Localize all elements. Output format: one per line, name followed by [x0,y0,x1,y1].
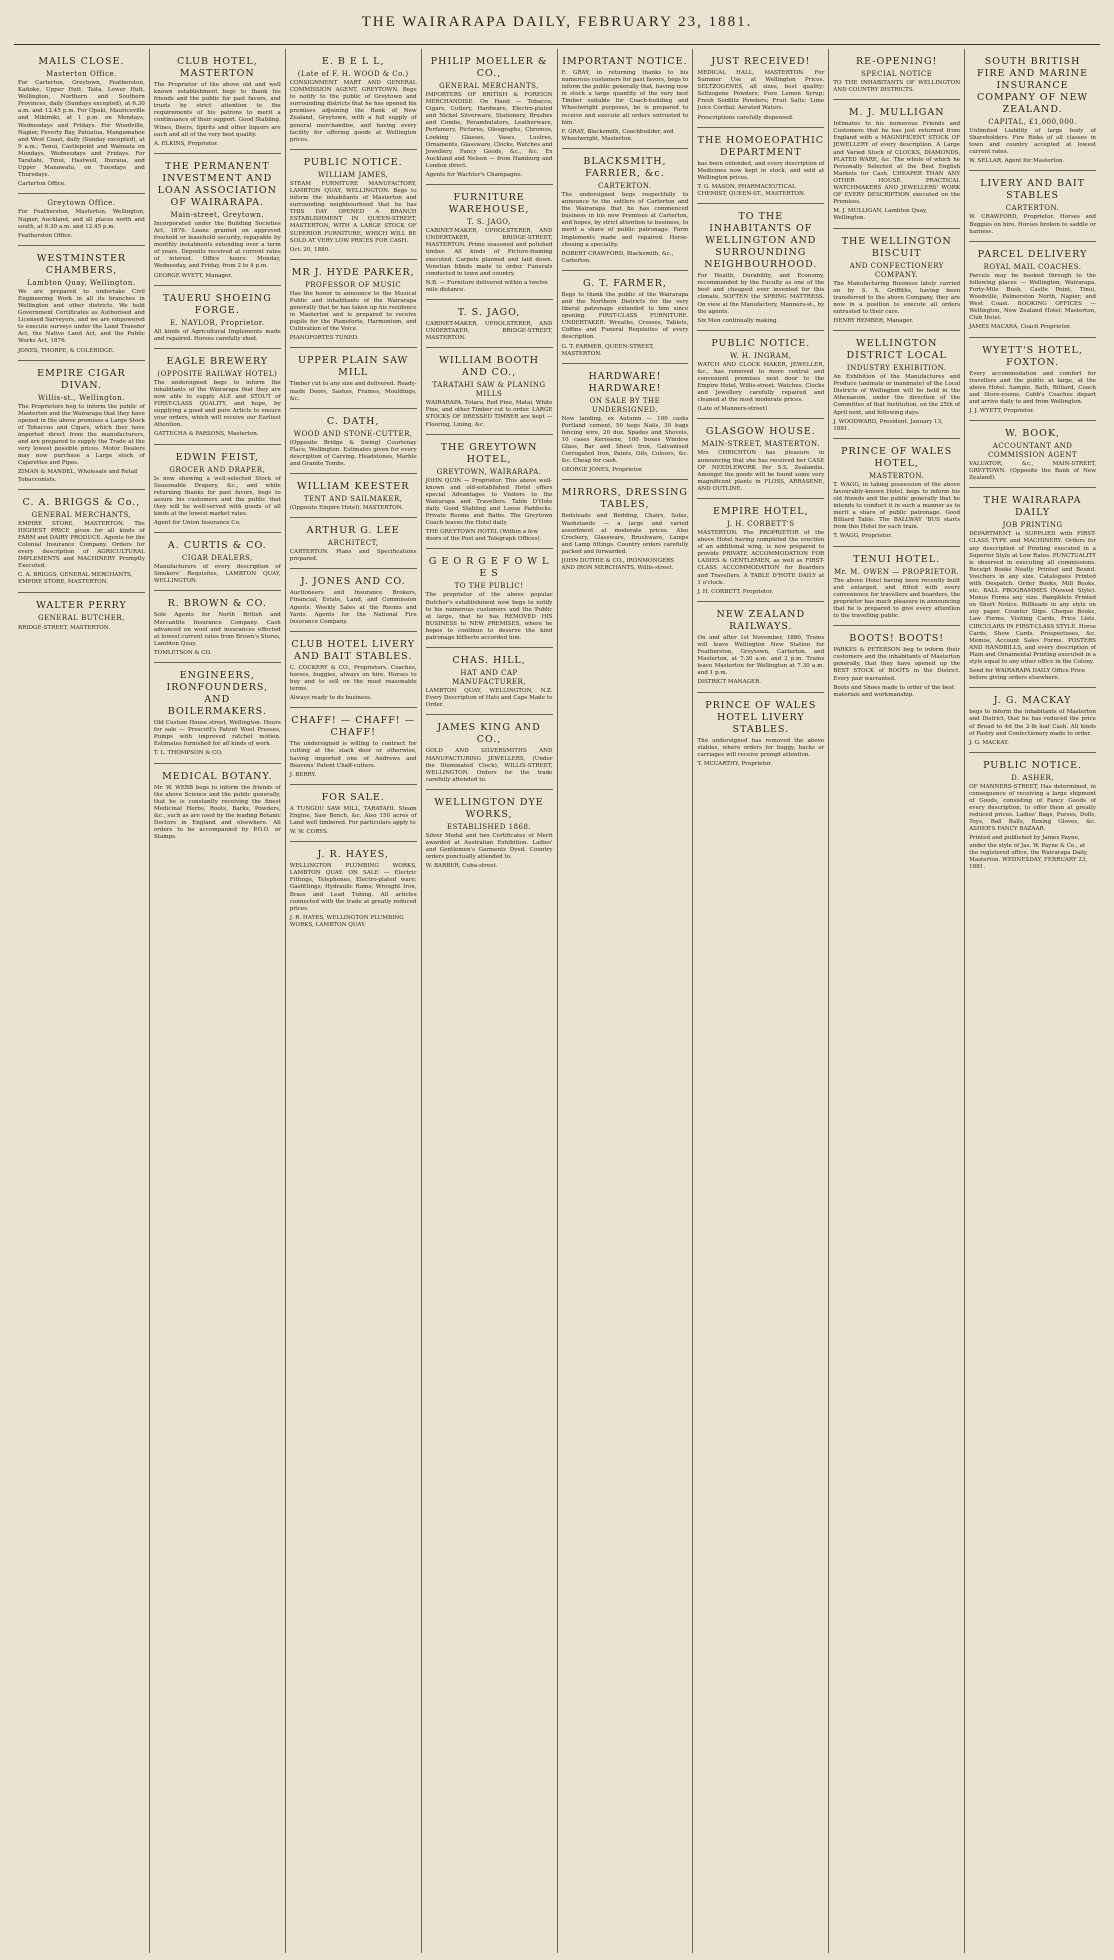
ad-body: Mr. W. WEBB begs to inform the friends of the above Science and the public generally, that he is constantly receiving the finest Medicinal Herbs, Roots, Barks, Powders, &c., such as are used by the leading Botanic Doctors in England and elsewhere. All orders to be accompanied by P.O.O. or Stamps. [153,784,281,841]
ad-heading: CHAFF! — CHAFF! — CHAFF! [291,715,416,739]
ad-body: F. GRAY, in returning thanks to his numerous customers for past favors, begs to inform the public generally that, having now in stock a large quantity of the very best Timber suitable for Coach-building and Wheelwright purposes, he is prepared to receive and execute all orders entrusted to him. [561,70,689,126]
ad-signature: JONES, THORPE, & COLERIDGE. [18,347,115,354]
ad-body: For Featherston, Masterton, Wellington, Napier, Auckland, and all places north and south, at 6.30 a.m. and 12.45 p.m. [18,209,145,230]
ad-body: The undersigned begs to inform the inhabitants of the Wairarapa that they are now able to supply ALE and STOUT of FIRST-CLASS QUALITY, and hope, by supplying a good and pure Article to ensure your orders, which will receive our Earliest Attention. [153,379,281,429]
advertisement [426,348,553,434]
advertisement [290,348,417,408]
ad-subheading: T. S. JAGO, [467,218,511,227]
ad-body: TO THE INHABITANTS OF WELLINGTON AND COUNTRY DISTRICTS. [833,80,961,94]
ad-heading: MR J. HYDE PARKER, [291,266,415,278]
ad-body: (Opposite Empire Hotel), MASTERTON. [289,505,404,512]
ad-heading: FOR SALE. [321,791,385,803]
advertisement [290,150,417,260]
ad-subheading: Greytown Office. [47,199,116,208]
ad-signature: A. ELKINS, Proprietor. [153,140,219,147]
ad-subheading: JOB PRINTING [1002,521,1063,530]
advertisement [697,49,824,128]
ad-body: STEAM FURNITURE MANUFACTORY, LAMBTON QUAY, WELLINGTON. Begs to inform the inhabitants of Masterton and surrounding neighbourhood that he has THIS DAY OPENED A BRANCH ESTABLISHMENT IN QUEEN-STREET, MASTERTON, WITH A LARGE STOCK OF SUPERIOR FURNITURE, WHICH WILL BE SOLD AT VERY LOW PRICES FOR CASH. [289,180,417,244]
ad-signature: Agents for Wachter's Champagne. [425,172,523,179]
ad-subheading: PROFESSOR OF MUSIC [305,280,402,289]
ad-body: GOLD AND SILVERSMITHS AND MANUFACTURING JEWELLERS, (Under the Illuminated Clock), WILLIS-STREET, WELLINGTON. Orders for the trade carefully attended to. [425,748,553,783]
advertisement [18,593,145,637]
ad-body: PARKES & PETERSON beg to inform their customers and the inhabitants of Masterton generally, that they have opened up the BEST STOCK of BOOTS in the District. Every pair warranted. [833,647,961,682]
ad-body: For Carterton, Greytown, Featherston, Kaitoke, Upper Hutt, Taita, Lower Hutt, Wellington, Northern and Southern Provinces, daily (Sundays excepted), at 6.30 a.m. and 12.45 p.m. For Opaki, Mauriceville and Mikimiki, at 1 p.m. on Mondays, Wednesdays and Fridays. For Woodville, Napier, Feverty Bay, Pahiatua, Mangamahoe and West Coast, daily (Sunday excepted), at 9 a.m.; Tenui, Castlepoint and Waimata on Mondays, Wednesdays and Fridays. For Taratahi, Tinui, Hastwell, Ihuraua, and Upper Manawatu, on Tuesdays and Thursdays. [18,80,145,179]
ad-subheading: (Late of F. H. WOOD & Co.) [297,70,409,78]
advertisement [154,663,281,763]
ad-signature: T. G. MASON, PHARMACEUTICAL CHEMIST, QUEEN-ST., MASTERTON. [697,183,806,198]
ad-signature: W. W. CORYS. [289,829,329,836]
ad-heading: MIRRORS, DRESSING TABLES, [561,487,689,511]
ad-heading: NEW ZEALAND RAILWAYS. [716,608,806,632]
ad-subheading: MAIN-STREET, MASTERTON. [701,440,820,449]
ad-signature: Prescriptions carefully dispensed. [697,114,794,121]
ad-subheading: MASTERTON. [869,471,925,480]
ad-signature: Six Men continually making. [697,317,779,324]
ad-subheading: Masterton Office. [45,70,117,78]
ad-heading: J. R. HAYES, [317,849,389,861]
ad-body: The undersigned is willing to contract for cutting at the stack door or otherwise, having imported one of Andrews and Beavens' Patent Chaff-cutters. [289,741,417,769]
advertisement [969,338,1096,422]
ad-heading: GLASGOW HOUSE. [705,426,816,438]
ad-signature: J. J. WYETT, Proprietor. [969,407,1035,414]
ad-body: Auctioneers and Insurance Brokers, Financial, Estate, Land, and Commission Agents. Weekly Sales at the Rooms and Yards. Agents for the National Fire Insurance Company. [289,590,417,625]
ad-heading: JAMES KING AND CO., [437,722,541,746]
column-5 [558,49,694,1953]
ad-heading: WELLINGTON DISTRICT LOCAL [846,338,947,362]
advertisement [290,260,417,349]
ad-subheading: SPECIAL NOTICE [860,70,933,78]
ad-heading: PRINCE OF WALES HOTEL LIVERY STABLES. [705,699,817,735]
advertisement [833,49,960,100]
ad-heading: JUST RECEIVED! [711,56,811,67]
ad-subheading: ROYAL MAIL COACHES. [983,262,1082,271]
ad-heading: WILLIAM KEESTER [296,481,410,493]
ad-heading: M. J. MULLIGAN [848,107,945,119]
ad-heading: LIVERY AND BAIT STABLES [980,178,1085,202]
ad-heading: BOOTS! BOOTS! [849,633,945,645]
advertisement [154,764,281,847]
ad-signature: T. MCCARTHY, Proprietor. [697,760,773,767]
advertisement [697,128,824,204]
ad-signature: W. BARBER, Cuba-street. [425,863,498,870]
advertisement [969,688,1096,752]
ad-body: CONSIGNMENT MART AND GENERAL COMMISSION AGENT, GREYTOWN. Begs to notify to the public of Greytown and surrounding districts that he has opened his premises adjoining the Bank of New Zealand, Greytown, with a full supply of general merchandise, and having every facility for offering goods at Wellington prices. [289,80,417,143]
ad-signature: F. GRAY, Blacksmith, Coachbuilder, and Wheelwright, Masterton. [561,128,674,142]
ad-heading: TO THE INHABITANTS OF WELLINGTON AND SURROUNDING NEIGHBOURHOOD. [704,211,818,271]
advertisement [969,242,1096,338]
advertisement [697,693,824,773]
ad-signature: T. WAGG, Proprietor. [833,533,893,540]
ad-body: CABINET-MAKER, UPHOLSTERER, AND UNDERTAKER, BRIDGE-STREET, MASTERTON. [425,320,553,342]
ad-signature: G. T. FARMER, QUEEN-STREET, MASTERTON. [561,343,654,357]
ad-body: Parcels may be booked through to the following places — Wellington, Wairarapa, Forty-Mile Bush, Castle Point, Tinui, Woodville, Palmerston North, Napier, and West Coast. BOOKING OFFICES — Wellington, New Zealand Hotel; Masterton, Club Hotel. [969,272,1096,322]
advertisement [154,349,281,445]
ad-subheading: W. H. INGRAM, [729,351,792,360]
ad-heading: THE GREYTOWN HOTEL, [440,441,538,465]
ad-body: An Exhibition of the Manufactures and Produce (animate or inanimate) of the Local Districts of Wellington will be held in the Athenaeum, under the direction of the Committee of that Institution, on the 25th of April next, and following days. [833,374,961,416]
columns-container [14,49,1100,1953]
ad-subheading: CARTERTON. [1005,204,1060,213]
advertisement [18,49,145,194]
ad-body: We are prepared to undertake Civil Engineering Work in all its branches in Wellington and other districts. We hold Government Certificates as Authorised and Licensed Surveyors, and we are empowered to execute surveys under the Land Transfer Act, the Native Land Act, and the Public Works Act, 1876. [18,288,145,345]
ad-signature: Boots and Shoes made to order of the best materials and workmanship. [833,684,955,698]
ad-heading: WALTER PERRY [36,599,127,611]
ad-subheading: CAPITAL, £1,000,000. [988,118,1077,126]
advertisement [154,49,281,154]
advertisement [833,626,960,704]
advertisement [426,185,553,300]
ad-signature: Agent for Union Insurance Co. [153,520,241,527]
ad-body: MASTERTON. The PROPRIETOR of the above Hotel having completed the erection of an additional wing, is now prepared to provide PRIVATE ACCOMMODATION FOR LADIES & GENTLEMEN, as well as FIRST-CLASS ACCOMMODATION for Boarders and Travellers. A TABLE D'HOTE DAILY at 1 o'clock. [697,530,825,586]
ad-signature: BRIDGE-STREET, MASTERTON. [18,624,111,631]
ad-body: The undersigned has removed the above stables, where orders for buggy, hacks or carriages will receive prompt attention. [697,737,825,758]
ad-signature: J. G. MACKAY. [969,739,1009,746]
ad-heading: CHAS. HILL, [452,655,526,667]
advertisement [562,480,689,577]
ad-signature: PIANOFORTES TUNED. [289,335,359,342]
advertisement [426,790,553,875]
advertisement [290,632,417,708]
ad-heading: TENUI HOTEL. [853,553,941,565]
ad-body: The Proprietors beg to inform the public of Masterton and the Wairarapa that they have opened in the above premises a Large Stock of Tobaccos and Cigars, which they have imported direct from the manufacturers, and are prepared to supply the Trade at the very lowest possible prices. Motor Dealers may now purchase a Large stock of Cigarettes and Pipes. [18,403,145,467]
ad-body: Every accommodation and comfort for travellers and the public at large, at the above Hotel. Sample, Bath, Billiard, Coach and Store-rooms. Cobb's Coaches depart and arrive daily to and from Wellington. [969,370,1096,405]
ad-body: A TUNGOU SAW MILL, TARATAHI. Steam Engine, Saw Bench, &c. Also 150 acres of Land well timbered. For particulars apply to [289,805,417,826]
advertisement [290,49,417,150]
advertisement [290,518,417,569]
ad-heading: FURNITURE WAREHOUSE, [448,192,530,216]
ad-body: Mrs CHRICHTON has pleasure in announcing that she has received her CASE OF NEEDLEWORK Per S.S. Zealandia. Amongst the goods will be found some very magnificent plants in FLOSS, ARRASENE, AND OUTLINE. [697,450,825,492]
advertisement [154,591,281,663]
ad-subheading: TO THE PUBLIC! [454,582,524,591]
ad-body: The undersigned begs respectfully to announce to the settlers of Carterton and the Wairarapa that he has commenced business in his new Premises at Carterton, and hopes, by strict attention to business, to merit a share of public patronage. Farm Implements made and repaired. Horse-shoeing a speciality. [561,191,689,248]
ad-body: IMPORTERS OF BRITISH & FOREIGN MERCHANDISE. On Hand — Tobacco, Cigars, Cutlery, Hardware, Electro-plated and Nickel Silverware, Stationery, Brushes and Combs, Perambulators, Leatherware, Perfumery, Pictures, Oleographs, Chromos, Looking Glasses, Vases, Lustres, Ornaments, Glassware, Clocks, Watches and Jewellery, Fancy Goods, &c., &c. Ex Auckland and Nelson — from Hamburg and London direct. [425,92,553,169]
ad-heading: SOUTH BRITISH FIRE AND MARINE INSURANCE COMPANY OF NEW ZEALAND. [976,56,1089,115]
ad-heading: J. G. MACKAY [993,695,1072,707]
masthead [14,0,1100,45]
ad-signature: J. H. CORBETT, Proprietor. [697,588,774,595]
ad-body: CABINET-MAKER, UPHOLSTERER, AND UNDERTAKER, BRIDGE-STREET, MASTERTON. Prime seasoned and polished timber. All kinds of Picture-framing executed. Carpets planned and laid down. Venetian blinds made to order. Funerals conducted in town and country. [425,228,553,277]
ad-heading: PARCEL DELIVERY [977,248,1088,260]
ad-signature: N.B. — Furniture delivered within a twelve mile distance. [425,279,548,293]
ad-body: Old Custom House street, Wellington. Hours for sale — Prescott's Patent Wool Presses, Pumps with improved ratchet motion. Estimates furnished for all kinds of work. [153,720,281,748]
advertisement [562,49,689,149]
advertisement [426,549,553,648]
advertisement [426,648,553,715]
ad-heading: TAUERU SHOEING FORGE. [162,292,272,316]
ad-subheading: ACCOUNTANT AND COMMISSION AGENT [988,442,1078,460]
ad-heading: EAGLE BREWERY [166,355,269,367]
ad-heading: PUBLIC NOTICE. [303,156,403,168]
ad-signature: Always ready to do business. [289,695,372,702]
ad-body: T. WAGG, in taking possession of the above favourably-known Hotel, begs to inform his old friends and the public generally that he intends to conduct it in such a manner as to merit a share of public patronage. Good Billiard Table. The BALLWAY 'BUS starts from this Hotel for each train. [833,481,961,531]
advertisement [18,246,145,361]
ad-heading: E. B E L L, [321,56,385,67]
ad-signature: J. BERRY. [289,771,317,778]
ad-subheading: GENERAL BUTCHER, [37,613,125,622]
advertisement [562,271,689,364]
ad-body: begs to inform the inhabitants of Masterton and District, that he has reduced the price of Bread to 4d the 2-lb loaf Cash. All kinds of Pastry and Confectionery made to order. [969,709,1096,737]
ad-heading: IMPORTANT NOTICE. [562,56,688,67]
advertisement [154,445,281,534]
ad-body: CARTERTON. Plans and Specifications prepared. [289,549,417,563]
ad-heading: PRINCE OF WALES HOTEL, [841,445,953,469]
advertisement [290,569,417,631]
advertisement [290,409,417,474]
ad-heading: G E O R G E F O W L E S [428,556,550,580]
advertisement [969,488,1096,688]
ad-heading: W. BOOK, [1005,428,1061,440]
column-7 [829,49,965,1953]
ad-signature: T. L. THOMPSON & CO. [153,750,223,757]
ad-heading: ARTHUR G. LEE [306,525,400,537]
ad-subheading: TENT AND SAILMAKER, [303,495,403,504]
ad-signature: M. J. MULLIGAN, Lambton Quay, Wellington. [833,208,928,222]
ad-body: Has the honor to announce to the Musical Public and inhabitants of the Wairarapa generally that he has taken up his residence in Masterton and is prepared to receive pupils for the Pianoforte, Harmonium, and Cultivation of the Voice. [289,290,417,333]
ad-body: VALUATOR, &c., MAIN-STREET, GREYTOWN. (Opposite the Bank of New Zealand). [969,461,1096,482]
ad-body: OF MANNERS-STREET, Has determined, in consequence of receiving a large shipment of Goods, consisting of Fancy Goods of every description, to offer them at greatly reduced prices. Ladies' Bags, Purses, Dolls, Toys, Ball Balls, Boxing Gloves, &c. ASHER'S FANCY BAZAAR. [969,783,1096,833]
ad-heading: THE WELLINGTON BISCUIT [841,235,952,259]
ad-body: Is now showing a well-selected Stock of Seasonable Drapery, &c., and while returning thanks for past favors, begs to assure his customers and the public that they will be well-served with goods of all kinds at the lowest market rates. [153,475,281,517]
advertisement [290,785,417,842]
advertisement [18,490,145,593]
ad-heading: A. CURTIS & CO. [167,540,267,552]
advertisement [969,753,1096,876]
ad-subheading: CARTERTON. [598,181,652,190]
advertisement [833,229,960,332]
advertisement [697,204,824,331]
ad-signature: Oct. 20, 1880. [289,246,330,253]
ad-heading: PUBLIC NOTICE. [983,759,1083,771]
ad-heading: EDWIN FEIST, [175,451,259,463]
ad-heading: WYETT'S HOTEL, FOXTON. [982,344,1083,368]
ad-body: (Opposite Bridge & Swing) Courtenay Place, Wellington. Estimates given for every description of Carving. Headstones, Marble and Granite Tombs. [289,439,417,467]
advertisement [18,361,145,490]
ad-subheading: WOOD AND STONE-CUTTER, [293,429,413,438]
ad-subheading: GREYTOWN, WAIRARAPA. [436,467,542,476]
ad-heading: EMPIRE CIGAR DIVAN. [37,367,126,391]
advertisement [290,842,417,934]
ad-signature: TOMLETSON & CO. [153,649,212,656]
advertisement [154,286,281,349]
advertisement [562,149,689,271]
ad-signature: ROBERT CRAWFORD, Blacksmith, &c., Carterton. [561,250,674,264]
advertisement [833,331,960,439]
advertisement [562,364,689,481]
ad-subheading: INDUSTRY EXHIBITION. [846,364,947,373]
ad-subheading: Lambton Quay, Wellington. [27,278,136,287]
ad-heading: MAILS CLOSE. [38,56,125,67]
ad-heading: R. BROWN & CO. [167,598,267,610]
ad-heading: UPPER PLAIN SAW MILL [298,355,409,379]
ad-heading: G. T. FARMER, [582,277,667,289]
ad-body: The Manufacturing Business lately carried on by S. S. Griffiths, having been transferred to the above Company, they are now in a position to execute all orders entrusted to their care. [833,280,961,315]
ad-heading: J. JONES AND CO. [300,576,406,588]
ad-heading: HARDWARE! HARDWARE! [588,370,662,394]
ad-body: For Health, Durability, and Economy, recommended by the Faculty as one of the best and cheapest ever invented for this climate. SOFTEN the SPRING MATTRESS. On view at the Manufactory, Manners-st., by the agents. [697,273,825,315]
ad-signature: GATTECHA & PARSONS, Masterton. [153,431,259,438]
ad-heading: BLACKSMITH, FARRIER, &c. [583,155,667,179]
advertisement [290,708,417,784]
ad-signature: ZIMAN & MANDEL, Wholesale and Retail Tobacconists. [18,469,138,483]
advertisement [697,499,824,602]
ad-heading: PUBLIC NOTICE. [711,337,811,349]
ad-signature: DISTRICT MANAGER. [697,679,762,686]
ad-body: The proprietor of the above popular Butcher's establishment now begs to notify to his numerous customers and the Public at large, that he has REMOVED HIS BUSINESS to NEW PREMISES, where he hopes to continue to deserve the kind patronage hitherto accorded him. [425,592,553,642]
advertisement [833,547,960,627]
ad-subheading: Mr. M. OWEN — PROPRIETOR. [833,567,960,576]
ad-signature: (Late of Manners-street) [697,406,768,413]
advertisement [18,194,145,245]
ad-body: All kinds of Agricultural Implements made and repaired. Horses carefully shod. [153,328,281,342]
ad-body: WATCH AND CLOCK MAKER, JEWELLER, &c., has removed to more central and convenient premises next door to the Empire Hotel, Willis-street. Watches, Clocks and Jewellery carefully repaired and cleaned at the most moderate prices. [697,361,825,404]
ad-heading: WILLIAM BOOTH AND CO., [439,355,539,379]
ad-body: LAMBTON QUAY, WELLINGTON, N.Z. Every Description of Hats and Caps Made to Order. [425,688,553,709]
ad-body: Begs to thank the public of the Wairarapa and the Northern Districts for the very liberal patronage extended to him since opening. FIRST-CLASS FURNITURE. UNDERTAKER. Wreaths, Crosses, Tablets, Coffins and Funeral Requisites of every description. [561,291,689,341]
ad-heading: CLUB HOTEL, MASTERTON [176,56,258,79]
ad-signature: C. A. BRIGGS, GENERAL MERCHANTS, EMPIRE STORE, MASTERTON. [18,572,133,586]
column-1 [14,49,150,1953]
ad-heading: EMPIRE HOTEL, [713,506,809,517]
ad-subheading: Main-street, Greytown. [170,210,265,219]
ad-signature: W. SELLAR, Agent for Masterton. [969,158,1065,165]
ad-subheading: (OPPOSITE RAILWAY HOTEL) [157,369,278,378]
ad-subheading: E. NAYLOR, Proprietor. [170,318,265,327]
ad-heading: T. S. JAGO, [457,306,521,318]
advertisement [697,331,824,420]
ad-heading: C. DATH, [326,415,380,427]
ad-signature: GEORGE WYETT, Manager. [153,272,233,279]
ad-heading: RE-OPENING! [856,56,938,67]
ad-body: C. COCKERY & CO., Proprietors. Coaches, horses, buggies, always on hire. Horses to buy and to sell on the most reasonable terms. [289,664,417,693]
advertisement [426,715,553,789]
ad-heading: C. A. BRIGGS & Co., [22,496,141,508]
ad-signature: Carterton Office. [18,181,67,188]
ad-heading: THE WAIRARAPA DAILY [983,495,1082,519]
advertisement [833,100,960,228]
ad-body: The above Hotel having been recently built and enlarged, and fitted with every convenience for travellers and boarders, the proprietor has much pleasure in announcing that he is prepared to give every attention to the travelling public. [833,577,961,620]
column-6 [693,49,829,1953]
column-2 [150,49,286,1953]
ad-body: Silver Medal and two Certificates of Merit awarded at Australian Exhibition. Ladies' and Gentlemen's Garments Dyed. Country orders punctually attended to. [425,832,553,861]
column-4 [422,49,558,1953]
ad-subheading: TARATAHI SAW & PLANING MILLS [432,381,546,399]
ad-body: JOHN QUIN — Proprietor. This above well-known and old-established Hotel offers special Advantages to Visitors to the Wairarapa and Travellers. Table D'Hote daily. Good Stabling and Loose Paddocks. Private Rooms and Baths. The Greytown Coach leaves the Hotel daily. [425,477,553,527]
ad-signature: JOHN DUTHIE & CO., IRONMONGERS AND IRON MERCHANTS, Willis-street. [561,558,675,572]
ad-body: Bedsteads and Bedding, Chairs, Sofas, Washstands — a large and varied assortment at moderate prices. Also Crockery, Glassware, Brushware, Lamps and Lamp fittings. Country orders carefully packed and forwarded. [561,513,689,555]
ad-body: Manufacturers of every description of Smokers' Requisites, LAMBTON QUAY, WELLINGTON. [153,564,281,585]
ad-subheading: HAT AND CAP MANUFACTURER, [452,669,526,687]
masthead-title: THE WAIRARAPA DAILY, FEBRUARY 23, 1881. [361,13,753,30]
ad-subheading: J. H. CORBETT'S [727,520,795,528]
advertisement [426,435,553,550]
advertisement [969,49,1096,171]
ad-body: WAIRARAPA. Totara, Red Pine, Matai, White Pine, and other Timber cut to order. LARGE STOCKS OF DRESSED TIMBER are kept — Flooring, Lining, &c. [425,400,553,428]
ad-heading: WESTMINSTER CHAMBERS, [36,252,127,276]
ad-subheading: GENERAL MERCHANTS, [31,510,132,519]
ad-heading: MEDICAL BOTANY. [162,770,273,782]
advertisement [697,602,824,693]
ad-subheading: ARCHITECT, [327,539,379,548]
column-3 [286,49,422,1953]
ad-heading: PHILIP MOELLER & CO., [430,56,548,79]
advertisement [969,171,1096,241]
ad-body: On and after 1st November, 1880, Trains will leave Wellington New Station for Featherston, Greytown, Carterton, and Masterton, at 7.30 a.m. and 2 p.m. Trains leave Masterton for Wellington at 7.30 a.m. and 1 p.m. [697,634,825,677]
ad-heading: WELLINGTON DYE WORKS, [434,796,544,820]
ad-subheading: CIGAR DEALERS, [181,554,253,563]
column-8 [965,49,1100,1953]
advertisement [154,154,281,286]
ad-body: WELLINGTON PLUMBING WORKS, LAMBTON QUAY. ON SALE — Electric Fittings, Telephones, Electro-plated ware; Gasfittings; Hydraulic Rams; Wrought Iron, Brass and Lead Tubing. All articles connected with the trade at greatly reduced prices. [289,863,417,912]
ad-body: MEDICAL HALL, MASTERTON. For Summer Use at Wellington Prices. SELTZOGENES, all sizes, best quality; Seltzogene Powders; Pure Lemon Syrup; Fresh Seidlitz Powders; Fruit Salts; Lime Juice Cordial; Aerated Waters. [697,70,825,112]
ad-body: DEPARTMENT is SUPPLIED with FIRST-CLASS TYPE and MACHINERY. Orders for any description of Printing executed in a Superior Style at Low Rates. PUNCTUALITY is observed in executing all commissions. Receipt Books Neatly Printed and Bound. Vouchers in any size. Catalogues Printed with Despatch. Order Books, Mill Books, etc. BALL PROGRAMMES (Newest Style). Menus Forms any size. Pamphlets Printed on Short Notice. Billheads in any style on any paper. Counter Slips. Cheque Books, Law Forms. Visiting Cards, Price Lists. CIRCULARS IN FIRST-CLASS STYLE. Horse Cards, Show Cards. Prospectuses, &c. Memos, Account Sales Forms. POSTERS AND HANDBILLS, and every description of Plain and Ornamental Printing executed in a style equal to any other office in the Colony. [969,531,1096,666]
ad-subheading: GENERAL MERCHANTS, [439,82,539,90]
ad-subheading: AND CONFECTIONERY COMPANY. [849,261,944,279]
ad-subheading: ESTABLISHED 1868. [446,822,532,831]
ad-heading: ENGINEERS, IRONFOUNDERS, AND BOILERMAKERS. [166,670,269,718]
advertisement [969,421,1096,488]
ad-body: Intimates to his numerous Friends and Customers that he has just returned from England with a MAGNIFICENT STOCK OF JEWELLERY of every description. A Large and Varied Stock of CLOCKS, DIAMONDS, PLATED WARE, &c. The whole of which he Personally Selected at the Best English Markets for Cash. CHEAPER THAN ANY OTHER HOUSE. PRACTICAL WATCHMAKERS AND JEWELLERS' WORK OF EVERY DESCRIPTION executed on the Premises. [833,121,961,206]
ad-subheading: GROCER AND DRAPER, [169,465,266,474]
advertisement [833,439,960,547]
ad-signature: JAMES MACARA, Coach Proprietor. [969,324,1071,331]
advertisement [154,533,281,591]
ad-signature: J. WOODWARD, President. January 13, 1881. [833,418,943,432]
advertisement [426,49,553,185]
ad-signature: HENRY REMBER, Manager. [833,317,914,324]
advertisement [697,419,824,499]
ad-heading: THE PERMANENT INVESTMENT AND LOAN ASSOCIATION OF WAIRARAPA. [157,160,277,208]
ad-heading: CLUB HOTEL LIVERY AND BAIT STABLES. [291,638,416,662]
ad-body: has been extended, and every description of Medicines now kept in stock, and sold at Wellington prices. [697,160,825,181]
ad-signature: Featherston Office. [18,232,73,239]
advertisement [290,474,417,518]
ad-subheading: WILLIAM JAMES, [317,170,389,179]
ad-body: Incorporated under the Building Societies Act, 1876. Loans granted on approved freehold or leasehold security, repayable by monthly instalments extending over a term of years. Deposits received at current rates of interest. Office hours: Monday, Wednesday, and Friday, from 2 to 4 p.m. [153,220,281,270]
ad-body: Sole Agents for North British and Mercantile Insurance Company. Cash advanced on wool and insurances effected at lowest current rates from Brown's Stores, Lambton Quay. [153,612,281,647]
ad-subheading: D. ASHER, [1011,773,1054,782]
ad-body: W. CRAWFORD, Proprietor. Horses and Buggies on hire. Horses broken to saddle or harness. [969,214,1096,235]
ad-signature: Send for WAIRARAPA DAILY Office Price before giving orders elsewhere. [969,668,1086,682]
ad-signature: J. R. HAYES, WELLINGTON PLUMBING WORKS, LAMBTON QUAY. [289,914,404,928]
ad-subheading: ON SALE BY THE UNDERSIGNED. [589,396,661,414]
ad-body: Unlimited Liability of large body of Shareholders. Fire Risks of all classes in town and country accepted at lowest current rates. [969,128,1096,156]
ad-signature: THE GREYTOWN HOTEL (Within a few doors of the Post and Telegraph Offices). [425,529,542,543]
ad-signature: Printed and published by James Payne, under the style of Jas. W. Payne & Co., at the registered office, the Wairarapa Daily, Masterton. WEDNESDAY, FEBRUARY 23, 1881. [969,835,1088,870]
advertisement [426,300,553,348]
ad-body: Timber cut to any size and delivered. Ready-made Doors, Sashes, Frames, Mouldings, &c. [289,381,417,402]
ad-body: EMPIRE STORE, MASTERTON. The HIGHEST PRICE given for all kinds of FARM and DAIRY PRODUCE. Agents for the Colonial Insurance Company. Orders for every description of AGRICULTURAL IMPLEMENTS and MACHINERY Promptly Executed. [18,520,145,570]
ad-subheading: Willis-st., Wellington. [38,393,125,402]
ad-body: Now landing, ex Autumn — 100 casks Portland cement, 50 kegs Nails, 30 bags fencing wire, 20 doz. Spades and Shovels, 10 cases Kerosene, 100 boxes Window Glass, Bar and Sheet Iron, Galvanised Corrugated Iron, Paints, Oils, Colours, &c. &c. Cheap for cash. [561,415,689,465]
ad-heading: THE HOMOEOPATHIC DEPARTMENT [697,134,825,158]
ad-body: The Proprietor of the above old and well known establishment begs to thank his friends and the public for past favors, and trusts by strict attention to the requirements of his patrons to merit a continuance of their support. Good Stabling. Wines, Beers, Spirits and other liquors are each and all of the very best quality. [153,82,281,138]
ad-signature: GEORGE JONES, Proprietor. [561,467,643,474]
